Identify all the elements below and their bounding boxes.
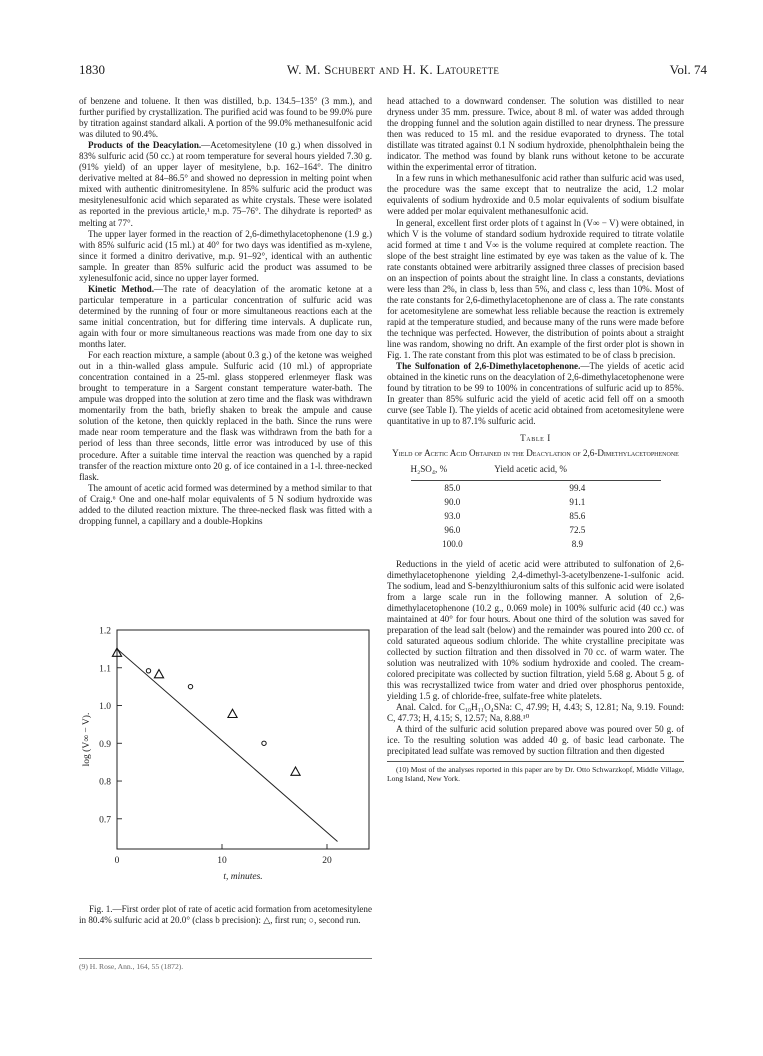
left-column xyxy=(79,96,372,527)
y-axis-label: log (V∞ − V). xyxy=(82,712,92,767)
y-tick-label: 0.7 xyxy=(99,815,111,826)
table-label: Table I xyxy=(520,433,551,444)
section-heading: Products of the Deacylation. xyxy=(88,140,202,151)
paragraph: In a few runs in which methanesulfonic acid rather than sulfuric acid was used, the procedure was the same except that to neutralize the acid, 1.2 molar equivalents of sodium hydroxide and 0.5 molar equivalents of sodium bisulfate were added per molar equivalent methanesulfonic acid. xyxy=(387,173,684,217)
paragraph-text: —The yields of acetic acid obtained in the kinetic runs on the deacylation of 2,6-dimethylacetophenone were found by titration to be 99 to 100% in concentrations of sulfuric acid up to 85%. In greater than 85% sulfuric acid the yield of acetic acid fell off on a smooth curve (see Table I). The yields of acetic acid obtained from acetomesitylene were quantitative in up to 87.1% sulfuric acid. xyxy=(387,361,684,427)
series-circle xyxy=(146,669,266,746)
table-row xyxy=(411,495,661,509)
table-cell-yield: 85.6 xyxy=(569,510,586,521)
section-heading: The Sulfonation of 2,6-Dimethylacetophenone. xyxy=(396,361,581,372)
running-header xyxy=(79,62,707,78)
footnote-text: (10) Most of the analyses reported in this paper are by Dr. Otto Schwarzkopf, Middle Village, Long Island, New York. xyxy=(387,765,684,784)
plot-marks xyxy=(112,648,337,841)
data-point-triangle xyxy=(291,767,300,775)
series-triangle xyxy=(112,648,300,775)
figure-caption-text: Fig. 1.—First order plot of rate of acetic acid formation from acetomesitylene in 80.4% sulfuric acid at 20.0° (class b precision): △, first run; ○, second run. xyxy=(79,904,372,926)
plot-axes xyxy=(117,630,369,849)
first-order-plot xyxy=(79,625,372,890)
paragraph xyxy=(387,361,684,427)
paragraph: The amount of acetic acid formed was determined by a method similar to that of Craig.⁶ One and one-half molar equivalents of 5 N sodium hydroxide was added to the diluted reaction mixture. The three-necked flask was fitted with a dropping funnel, a capillary and a double-Hopkins xyxy=(79,482,372,526)
table-cell-acid: 96.0 xyxy=(444,524,461,535)
table-cell-yield: 72.5 xyxy=(569,524,586,535)
fit-line xyxy=(117,649,338,842)
data-point-triangle xyxy=(154,670,163,678)
table-cell-yield: 99.4 xyxy=(569,482,586,493)
x-tick-label: 0 xyxy=(114,856,120,866)
table-cell-acid: 90.0 xyxy=(444,496,461,507)
table-body xyxy=(411,480,661,551)
table-row xyxy=(411,537,661,551)
paragraph-text: —Acetomesitylene (10 g.) when dissolved in 83% sulfuric acid (50 cc.) at room temperature for several hours yielded 7.30 g. (91% yield) of an upper layer of mesitylene, b.p. 162–164°. The dinitro derivative melted at 84–86.5° and showed no depression in melting point when mixed with authentic dinitromesitylene. In 85% sulfuric acid the product was mesitylenesulfonic acid which separated as white crystals. These were isolated as reported in the previous article,¹ m.p. 75–76°. The dihydrate is reported⁹ as melting at 77°. xyxy=(79,140,372,228)
paragraph: In general, excellent first order plots of t against ln (V∞ − V) were obtained, in which V is the volume of standard sodium hydroxide required to titrate volatile acid formed at time t and V∞ is the volume required at complete reaction. The slope of the best straight line estimated by eye was taken as the value of k. The rate constants obtained were arbitrarily assigned three classes of precision based on an inspection of points about the straight line. In class a constants, deviations were less than 2%, in class b, less than 5%, and class c, less than 10%. Most of the rate constants for 2,6-dimethylacetophenone are of class a. The rate constants for acetomesitylene are somewhat less reliable because the reaction is extremely rapid at the temperature studied, and because many of the runs were made before the technique was perfected. However, the distribution of points about a straight line was random, showing no drift. An example of the first order plot is shown in Fig. 1. The rate constant from this plot was estimated to be of class b precision. xyxy=(387,217,684,361)
table-row xyxy=(411,523,661,537)
y-tick-label: 1.0 xyxy=(99,702,111,713)
x-tick-label: 10 xyxy=(217,856,227,866)
table-cell-acid: 93.0 xyxy=(444,510,461,521)
table-header-yield: Yield acetic acid, % xyxy=(494,462,660,480)
data-point-circle xyxy=(146,669,150,673)
paragraph: The upper layer formed in the reaction of 2,6-dimethylacetophenone (1.9 g.) with 85% sulfuric acid (15 ml.) at 40° for two days was identified as m-xylene, since it formed a dinitro derivative, m.p. 91–92°, identical with an authentic sample. In greater than 85% sulfuric acid the product was assumed to be xylenesulfonic acid, since no upper layer formed. xyxy=(79,228,372,283)
figure-1 xyxy=(79,625,372,890)
left-footnote: (9) H. Rose, Ann., 164, 55 (1872). xyxy=(79,958,372,971)
table-cell-yield: 91.1 xyxy=(569,496,586,507)
paragraph: head attached to a downward condenser. The solution was distilled to near dryness under 35 mm. pressure. Twice, about 8 ml. of water was added through the dropping funnel and the solution again distilled to near dryness. The pressure then was reduced to 15 ml. and the residue evaporated to dryness. The total distillate was titrated against 0.1 N sodium hydroxide, phenolphthalein being the indicator. The method was found by blank runs without ketone to be accurate within the experimental error of titration. xyxy=(387,96,684,173)
table-row xyxy=(411,509,661,523)
y-tick-label: 0.9 xyxy=(99,739,111,750)
paragraph xyxy=(79,140,372,228)
yield-table xyxy=(411,462,661,550)
x-tick-label: 20 xyxy=(322,856,332,866)
data-point-circle xyxy=(188,684,192,688)
analysis-paragraph: Anal. Calcd. for C₁₀H₁₁O₄SNa: C, 47.99; H, 4.43; S, 12.81; Na, 9.19. Found: C, 47.73; H, 4.15; S, 12.57; Na, 8.88.¹⁰ xyxy=(387,702,684,724)
running-authors: W. M. Schubert and H. K. Latourette xyxy=(286,62,500,77)
plot-frame xyxy=(117,630,369,849)
paragraph: For each reaction mixture, a sample (about 0.3 g.) of the ketone was weighed out in a thin-walled glass ampule. Sulfuric acid (10 ml.) of appropriate concentration contained in a 25-ml. glass stoppered erlenmeyer flask was brought to temperature in a Sargent constant temperature water-bath. The ampule was dropped into the solution at zero time and the flask was withdrawn momentarily from the bath, briefly shaken to break the ampule and cause solution of the ketone, then quickly replaced in the bath. Since the runs were made near room temperature and the flask was withdrawn from the bath for a period of less than three seconds, little error was introduced by use of this procedure. After a suitable time interval the reaction was quenched by a rapid transfer of the reaction mixture onto 20 g. of ice contained in a 1-l. three-necked flask. xyxy=(79,350,372,482)
table-caption: Yield of Acetic Acid Obtained in the Deacylation of 2,6-Dimethylacetophenone xyxy=(392,448,679,459)
table-cell-acid: 85.0 xyxy=(444,482,461,493)
paragraph: Reductions in the yield of acetic acid were attributed to sulfonation of 2,6-dimethylacetophenone yielding 2,4-dimethyl-3-acetylbenzene-1-sulfonic acid. The sodium, lead and S-benzylthiuronium salts of this sulfonic acid were isolated from a large scale run in the following manner. A solution of 2,6-dimethylacetophenone (10.2 g., 0.069 mole) in 100% sulfuric acid (40 cc.) was maintained at 40° for four hours. About one third of the solution was saved for preparation of the lead salt (below) and the remainder was poured into 200 cc. of cold saturated aqueous sodium chloride. The white crystalline precipitate was collected by suction filtration and then dissolved in 70 cc. of warm water. The solution was neutralized with 10% sodium hydroxide and cooled. The cream-colored precipitate was collected by suction filtration, yield 5.68 g. About 5 g. of this was recrystallized twice from water and dried over phosphorus pentoxide, yielding 1.5 g. of chloride-free, sulfate-free white platelets. xyxy=(387,558,684,702)
table-header-acid: H₂SO₄, % xyxy=(411,462,495,480)
paragraph-text: —The rate of deacylation of the aromatic ketone at a particular temperature in a particular concentration of sulfuric acid was determined by the running of four or more simultaneous reactions each at the same initial concentration, but for differing time intervals. A duplicate run, again with four or more simultaneous reactions was made from one day to six months later. xyxy=(79,283,372,350)
table-cell-acid: 100.0 xyxy=(442,538,463,549)
data-point-triangle xyxy=(228,709,237,717)
right-footnote xyxy=(387,761,684,783)
x-axis-label: t, minutes. xyxy=(223,872,263,882)
table-cell-yield: 8.9 xyxy=(571,538,584,549)
section-heading: Kinetic Method. xyxy=(88,283,155,294)
y-tick-label: 1.1 xyxy=(99,664,111,675)
paragraph: A third of the sulfuric acid solution prepared above was poured over 50 g. of ice. To the resulting solution was added 40 g. of basic lead carbonate. The precipitated lead sulfate was removed by suction filtration and then digested xyxy=(387,724,684,757)
data-point-circle xyxy=(262,741,266,745)
paragraph xyxy=(79,284,372,350)
figure-caption xyxy=(79,904,372,927)
volume-label: Vol. 74 xyxy=(669,62,707,77)
page-number: 1830 xyxy=(79,62,105,77)
y-tick-label: 0.8 xyxy=(99,777,111,788)
plot-labels xyxy=(81,627,332,883)
table-row xyxy=(411,480,661,495)
right-column xyxy=(387,96,684,783)
paragraph: of benzene and toluene. It then was distilled, b.p. 134.5–135° (3 mm.), and further purified by crystallization. The purified acid was found to be 99.0% pure by titration against standard alkali. A portion of the 99.0% methanesulfonic acid was diluted to 90.4%. xyxy=(79,96,372,140)
y-tick-label: 1.2 xyxy=(99,626,111,637)
